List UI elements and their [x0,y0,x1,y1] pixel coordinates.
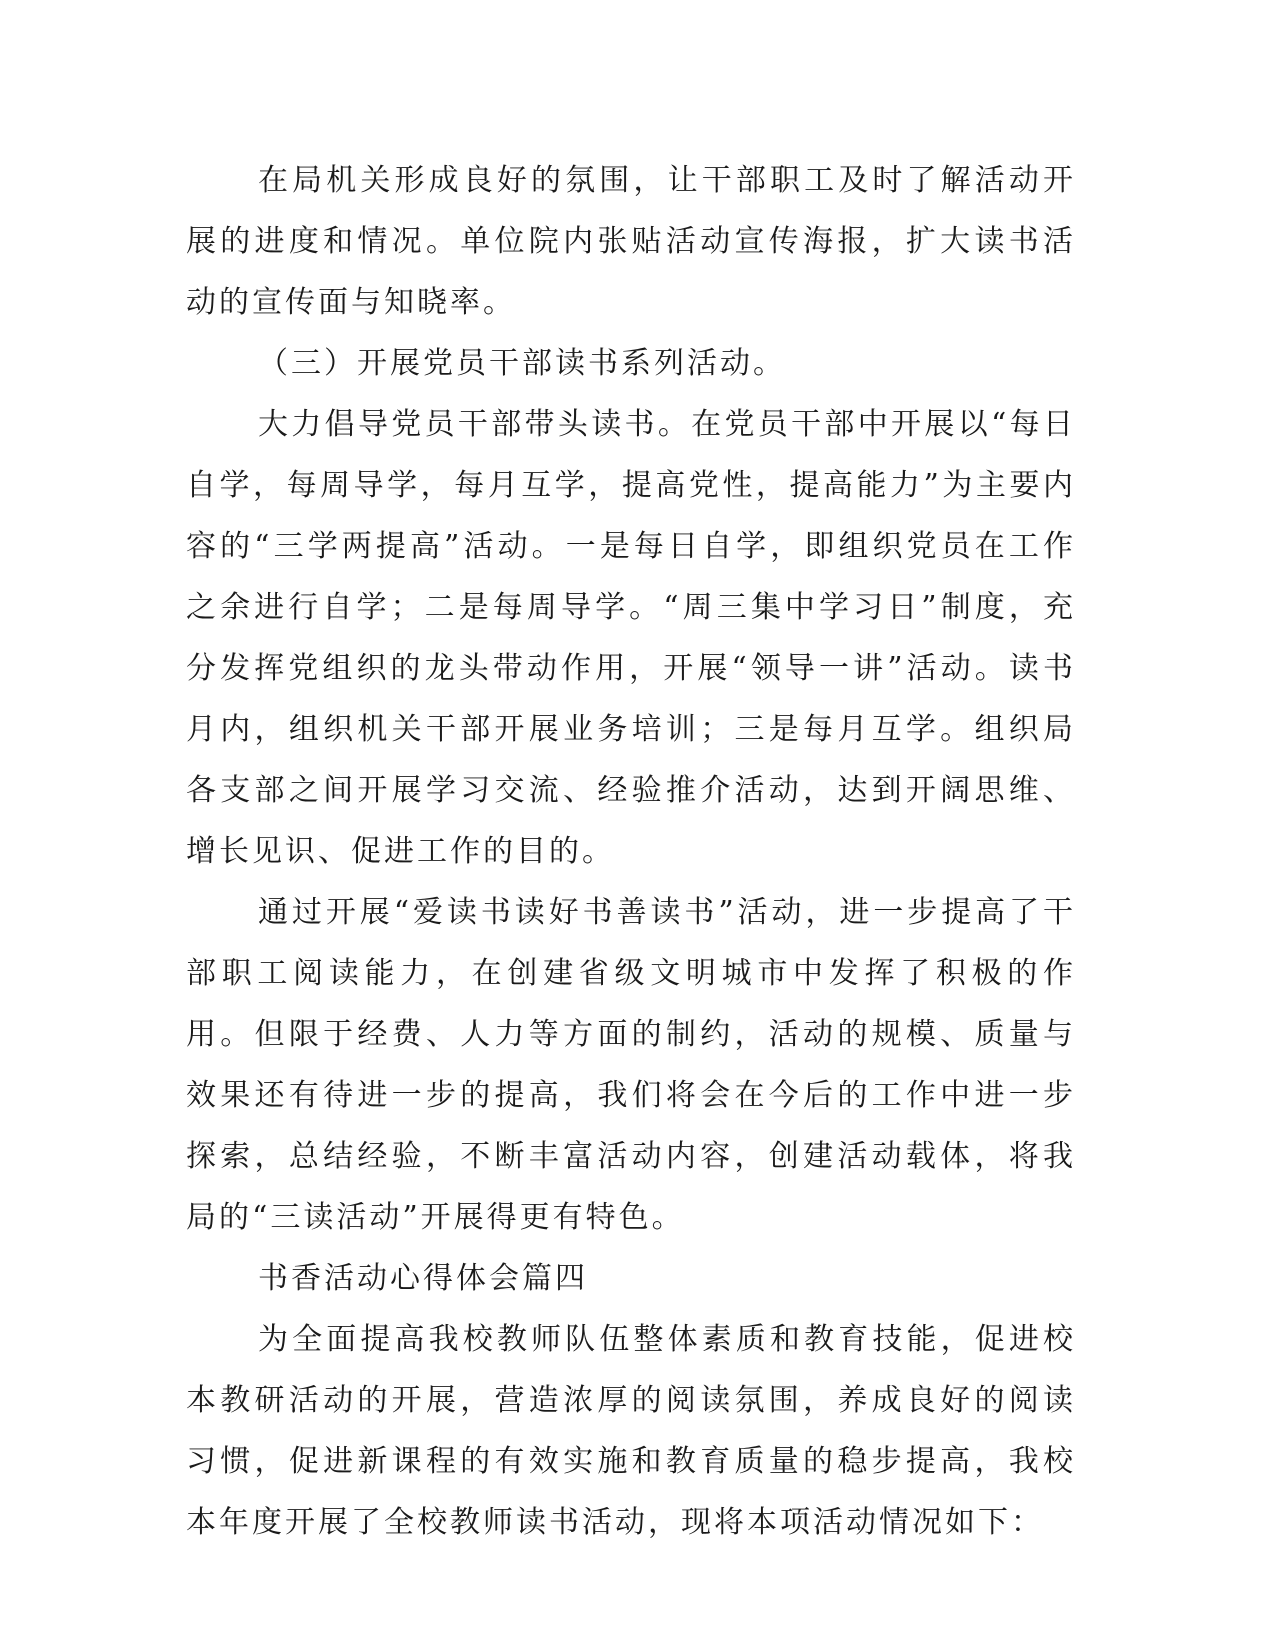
paragraph-summary: 通过开展“爱读书读好书善读书”活动，进一步提高了干部职工阅读能力，在创建省级文明城市中发挥了积极的作用。但限于经费、人力等方面的制约，活动的规模、质量与效果还有待进一步的提高，我们将会在今后的工作中进一步探索，总结经验，不断丰富活动内容，创建活动载体，将我局的“三读活动”开展得更有特色。 [186,895,1076,1235]
article-title-part-4: 书香活动心得体会篇四 [258,1261,588,1296]
paragraph-school-intro: 为全面提高我校教师队伍整体素质和教育技能，促进校本教研活动的开展，营造浓厚的阅读氛围，养成良好的阅读习惯，促进新课程的有效实施和教育质量的稳步提高，我校本年度开展了全校教师读书活动，现将本项活动情况如下： [186,1322,1076,1540]
section-heading-3: （三）开展党员干部读书系列活动。 [258,346,786,381]
paragraph-publicity: 在局机关形成良好的氛围，让干部职工及时了解活动开展的进度和情况。单位院内张贴活动宣传海报，扩大读书活动的宣传面与知晓率。 [186,163,1076,320]
document-body [186,150,1076,1553]
paragraph-party-reading: 大力倡导党员干部带头读书。在党员干部中开展以“每日自学，每周导学，每月互学，提高党性，提高能力”为主要内容的“三学两提高”活动。一是每日自学，即组织党员在工作之余进行自学；二是每周导学。“周三集中学习日”制度，充分发挥党组织的龙头带动作用，开展“领导一讲”活动。读书月内，组织机关干部开展业务培训；三是每月互学。组织局各支部之间开展学习交流、经验推介活动，达到开阔思维、增长见识、促进工作的目的。 [186,407,1076,869]
